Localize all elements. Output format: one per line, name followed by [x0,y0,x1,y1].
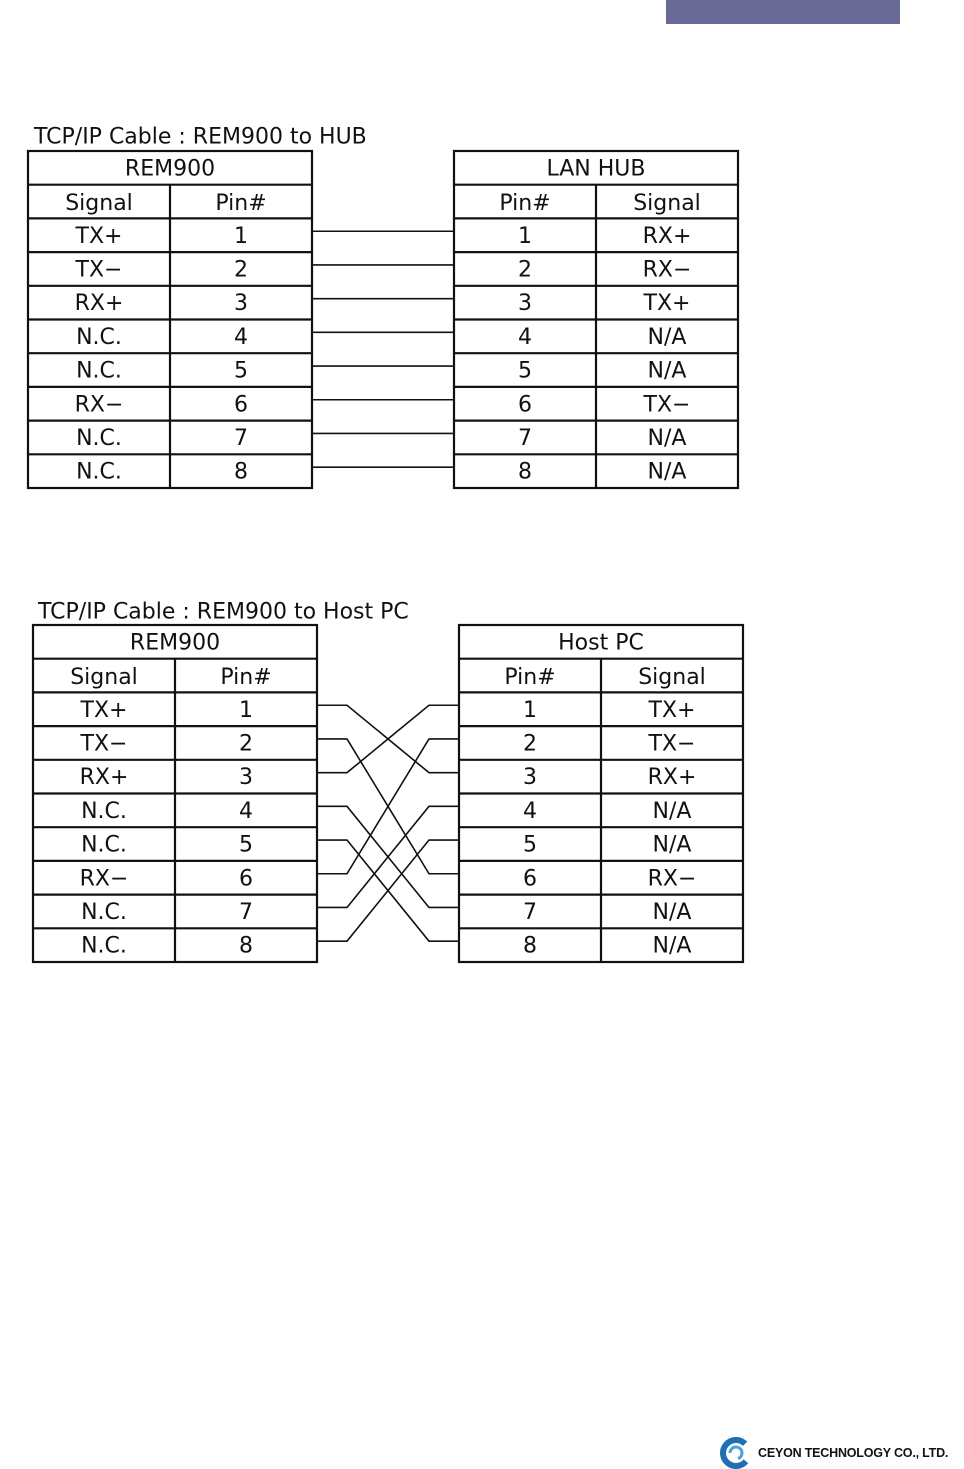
signal-cell: RX− [74,392,124,418]
device-name: Host PC [558,630,644,656]
pin-cell: 4 [518,324,532,350]
signal-cell: TX+ [643,291,691,317]
table-row [518,257,691,282]
table-row [523,799,691,824]
signal-cell: N/A [652,899,692,925]
table-row [80,698,253,723]
signal-cell: N.C. [81,832,127,858]
pin-cell: 5 [518,358,532,384]
table-row [518,291,690,316]
signal-cell: N/A [647,324,687,350]
signal-cell: RX− [79,866,129,892]
table-row [523,934,691,959]
signal-cell: RX− [647,866,697,892]
table-row [518,325,686,350]
pin-cell: 5 [523,832,537,858]
pin-cell: 8 [523,933,537,959]
table-row [523,698,695,723]
signal-cell: N.C. [76,459,122,485]
table-row [76,426,248,451]
table-row [518,392,690,417]
pin-cell: 6 [234,392,248,418]
left-connector-table [28,151,312,488]
signal-cell: N.C. [76,324,122,350]
signal-cell: TX− [75,257,123,283]
column-header: Pin# [220,665,272,691]
pin-cell: 3 [239,765,253,791]
signal-cell: RX+ [74,291,124,317]
wire-pin-7-to-4 [317,806,459,907]
signal-cell: TX+ [648,697,696,723]
signal-cell: TX+ [80,697,128,723]
table-row [81,934,253,959]
right-connector-table [454,151,738,488]
table-row [80,866,253,891]
table-row [523,866,696,891]
ceyon-logo-icon [720,1437,754,1469]
wires [312,231,454,467]
signal-cell: N.C. [76,358,122,384]
table-row [80,731,253,756]
table-row [518,460,686,485]
wires [317,705,459,941]
device-name: REM900 [124,156,216,182]
signal-cell: N.C. [76,425,122,451]
table-row [76,325,248,350]
diagram-rem900-to-hub [28,125,738,489]
diagram-title: TCP/IP Cable : REM900 to HUB [34,124,367,150]
signal-cell: N.C. [81,933,127,959]
column-header: Pin# [504,665,556,691]
pin-cell: 3 [518,291,532,317]
table-row [523,900,691,925]
signal-cell: RX+ [79,765,129,791]
right-connector-table [459,625,743,962]
signal-cell: N/A [652,832,692,858]
table-row [518,426,686,451]
table-row [80,765,253,790]
signal-cell: TX+ [75,223,123,249]
pin-cell: 6 [518,392,532,418]
device-name: LAN HUB [546,156,646,182]
pin-cell: 2 [518,257,532,283]
signal-cell: RX+ [642,223,692,249]
pin-cell: 4 [523,798,537,824]
pin-cell: 3 [234,291,248,317]
pin-cell: 8 [239,933,253,959]
table-row [76,460,248,485]
wire-pin-8-to-5 [317,840,459,941]
pin-cell: 6 [239,866,253,892]
pin-cell: 4 [234,324,248,350]
pin-cell: 5 [239,832,253,858]
diagram-rem900-to-host-pc [33,600,743,963]
signal-cell: N/A [652,933,692,959]
signal-cell: N.C. [81,798,127,824]
pin-cell: 2 [523,731,537,757]
column-header: Pin# [215,191,267,217]
pin-cell: 7 [523,899,537,925]
signal-cell: TX− [643,392,691,418]
column-header: Signal [633,191,701,217]
table-row [518,224,691,249]
pin-cell: 8 [234,459,248,485]
table-row [81,799,253,824]
table-row [523,731,695,756]
signal-cell: N/A [652,798,692,824]
column-header: Signal [70,665,138,691]
pin-cell: 1 [523,697,537,723]
pin-cell: 7 [239,899,253,925]
pin-cell: 3 [523,765,537,791]
pin-cell: 1 [239,697,253,723]
table-row [75,257,248,282]
signal-cell: N/A [647,358,687,384]
column-header: Signal [638,665,706,691]
pin-cell: 4 [239,798,253,824]
column-header: Signal [65,191,133,217]
table-row [75,392,248,417]
diagram-title: TCP/IP Cable : REM900 to Host PC [38,599,409,625]
table-row [76,359,248,384]
signal-cell: TX− [80,731,128,757]
left-connector-table [33,625,317,962]
pin-cell: 8 [518,459,532,485]
company-name: CEYON TECHNOLOGY CO., LTD. [758,1446,949,1460]
pin-cell: 2 [234,257,248,283]
column-header: Pin# [499,191,551,217]
pin-cell: 6 [523,866,537,892]
signal-cell: N/A [647,459,687,485]
table-row [518,359,686,384]
table-row [81,833,253,858]
pin-cell: 7 [234,425,248,451]
pin-cell: 1 [518,223,532,249]
table-row [523,765,696,790]
table-row [81,900,253,925]
pin-cell: 1 [234,223,248,249]
pin-cell: 5 [234,358,248,384]
table-row [75,291,248,316]
pin-cell: 2 [239,731,253,757]
table-row [523,833,691,858]
table-row [75,224,248,249]
device-name: REM900 [129,630,221,656]
signal-cell: N.C. [81,899,127,925]
footer-logo [720,1437,964,1469]
signal-cell: TX− [648,731,696,757]
signal-cell: RX+ [647,765,697,791]
signal-cell: N/A [647,425,687,451]
signal-cell: RX− [642,257,692,283]
pin-cell: 7 [518,425,532,451]
